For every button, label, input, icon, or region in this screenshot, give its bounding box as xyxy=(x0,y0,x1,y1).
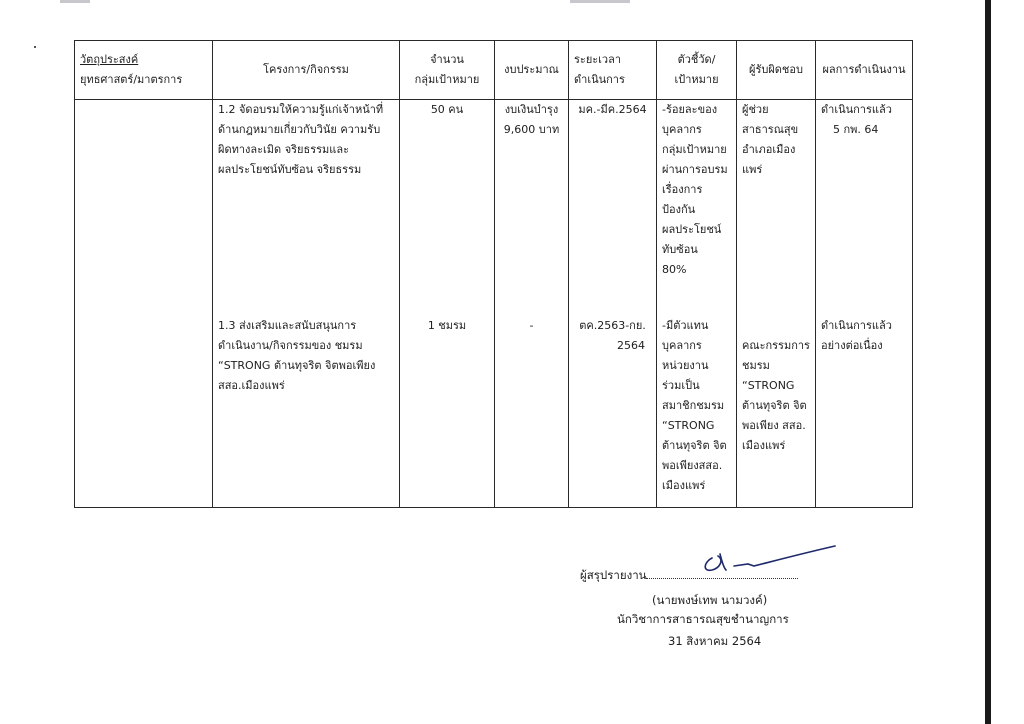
scan-mark xyxy=(570,0,630,3)
header-project: โครงการ/กิจกรรม xyxy=(213,41,400,100)
header-result: ผลการดำเนินงาน xyxy=(816,41,913,100)
table-header-row xyxy=(75,41,913,100)
period-cell: มค.-มีค.2564 ตค.2563-กย. 2564 xyxy=(569,100,657,508)
header-responsible: ผู้รับผิดชอบ xyxy=(737,41,816,100)
handwritten-signature xyxy=(690,540,840,580)
project-cell: 1.2 จัดอบรมให้ความรู้แก่เจ้าหน้าที่ ด้านกฎหมายเกี่ยวกับวินัย ความรับ ผิดทางละเมิด จริยธรรมและ ผลประโยชน์ทับซ้อน จริยธรรม 1.3 ส่งเสริมและสนับสนุนการ ดำเนินงาน/กิจกรรมของ ชมรม “STRONG ต้านทุจริต จิตพอเพียง สสอ.เมืองแพร่ xyxy=(213,100,400,508)
budget-cell: งบเงินบำรุง 9,600 บาท - xyxy=(495,100,569,508)
responsible-cell: ผู้ช่วย สาธารณสุข อำเภอเมือง แพร่ คณะกรรมการ ชมรม “STRONG ต้านทุจริต จิต พอเพียง สสอ. เมืองแพร่ xyxy=(737,100,816,508)
objective-cell xyxy=(75,100,213,508)
reporter-label: ผู้สรุปรายงาน xyxy=(580,568,647,582)
scan-speck xyxy=(34,46,36,48)
header-period: ระยะเวลา ดำเนินการ xyxy=(569,41,657,100)
scan-margin xyxy=(991,0,1024,724)
indicator-cell: -ร้อยละของ บุคลากร กลุ่มเป้าหมาย ผ่านการอบรม เรื่องการ ป้องกัน ผลประโยชน์ ทับซ้อน 80% -มีตัวแทน บุคลากร หน่วยงาน ร่วมเป็น สมาชิกชมรม “STRONG ต้านทุจริต จิต พอเพียงสสอ. เมืองแพร่ xyxy=(657,100,737,508)
report-date: 31 สิงหาคม 2564 xyxy=(668,634,762,648)
reporter-position: นักวิชาการสาธารณสุขชำนาญการ xyxy=(617,612,789,626)
header-indicator: ตัวชี้วัด/ เป้าหมาย xyxy=(657,41,737,100)
header-target: จำนวน กลุ่มเป้าหมาย xyxy=(400,41,495,100)
header-budget: งบประมาณ xyxy=(495,41,569,100)
target-cell: 50 คน 1 ชมรม xyxy=(400,100,495,508)
scan-mark xyxy=(60,0,90,3)
action-plan-table xyxy=(74,40,913,508)
table-row xyxy=(75,100,913,508)
header-objective: วัตถุประสงค์ ยุทธศาสตร์/มาตรการ xyxy=(75,41,213,100)
reporter-name: (นายพงษ์เทพ นามวงค์) xyxy=(652,593,768,607)
result-cell: ดำเนินการแล้ว 5 กพ. 64 ดำเนินการแล้ว อย่างต่อเนื่อง xyxy=(816,100,913,508)
